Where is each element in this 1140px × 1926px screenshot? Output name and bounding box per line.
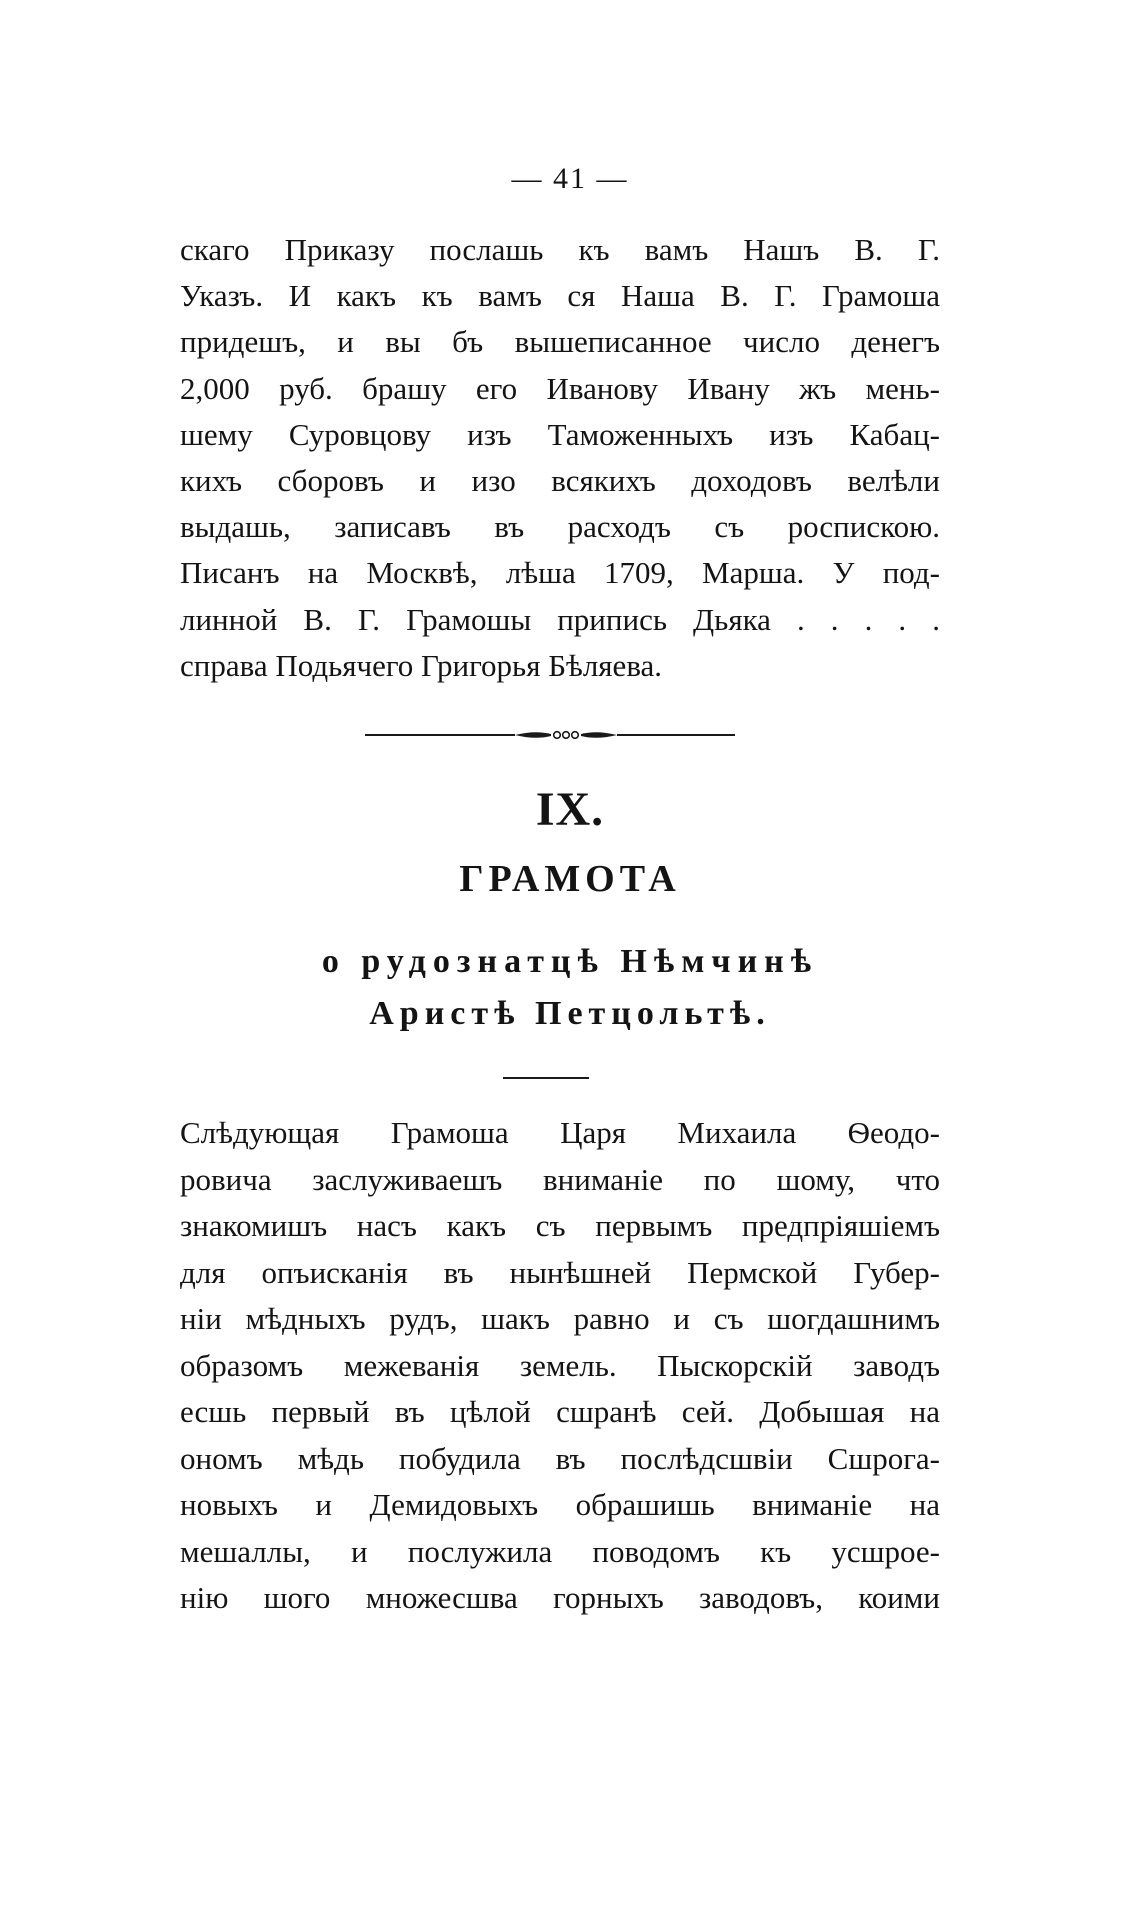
text-line: линной В. Г. Грамошы припись Дьяка . . . . . — [180, 601, 940, 637]
text-line: есшь первый въ цѣлой сшранѣ сей. Добышая на — [180, 1394, 940, 1429]
text-line: придешъ, и вы бъ вышеписанное число денегъ — [180, 324, 940, 360]
text-line: знакомишъ насъ какъ съ первымъ предпріяшіемъ — [180, 1208, 940, 1243]
text-line: кихъ сборовъ и изо всякихъ доходовъ велѣли — [180, 462, 940, 498]
page-number: — 41 — — [511, 162, 629, 195]
text-line: 2,000 руб. брашу его Иванову Ивану жъ мень- — [180, 370, 940, 406]
text-line: выдашь, записавъ въ расходъ съ роспискою. — [180, 509, 940, 545]
text-line: справа Подьячего Григорья Бѣляева. — [180, 647, 663, 683]
ornament-divider — [365, 725, 735, 745]
section-subtitle-line: Аристѣ Петцольтѣ. — [369, 995, 771, 1032]
intro-paragraph — [180, 1110, 940, 1622]
text-line: ніи мѣдныхъ рудъ, шакъ равно и съ шогдашнимъ — [180, 1301, 940, 1336]
text-line: Слѣдующая Грамоша Царя Михаила Ѳеодо- — [180, 1115, 940, 1150]
text-line: скаго Приказу послашь къ вамъ Нашъ В. Г. — [180, 232, 940, 267]
text-line: нію шого множесшва горныхъ заводовъ, коими — [180, 1580, 940, 1615]
text-line: Писанъ на Москвѣ, лѣша 1709, Марша. У под- — [180, 555, 940, 591]
text-line: ровича заслуживаешъ вниманіе по шому, что — [180, 1161, 940, 1197]
short-rule — [503, 1077, 589, 1079]
text-line: ономъ мѣдь побудила въ послѣдсшвіи Сшрога- — [180, 1440, 940, 1476]
section-title: ГРАМОТА — [459, 858, 681, 900]
text-line: мешаллы, и послужила поводомъ къ усшрое- — [180, 1533, 940, 1569]
letter-end-text — [180, 227, 940, 689]
text-line: Указъ. И какъ къ вамъ ся Наша В. Г. Грамоша — [180, 278, 940, 314]
text-line: новыхъ и Демидовыхъ обрашишь вниманіе на — [180, 1487, 940, 1522]
text-line: для опъисканія въ нынѣшней Пермской Губер- — [180, 1254, 940, 1290]
section-number: IX. — [535, 783, 605, 836]
text-line: образомъ межеванія земель. Пыскорскій заводъ — [180, 1347, 940, 1383]
section-subtitle-line: о рудознатцѣ Нѣмчинѣ — [321, 943, 819, 980]
text-line: шему Суровцову изъ Таможенныхъ изъ Кабац- — [180, 416, 940, 452]
